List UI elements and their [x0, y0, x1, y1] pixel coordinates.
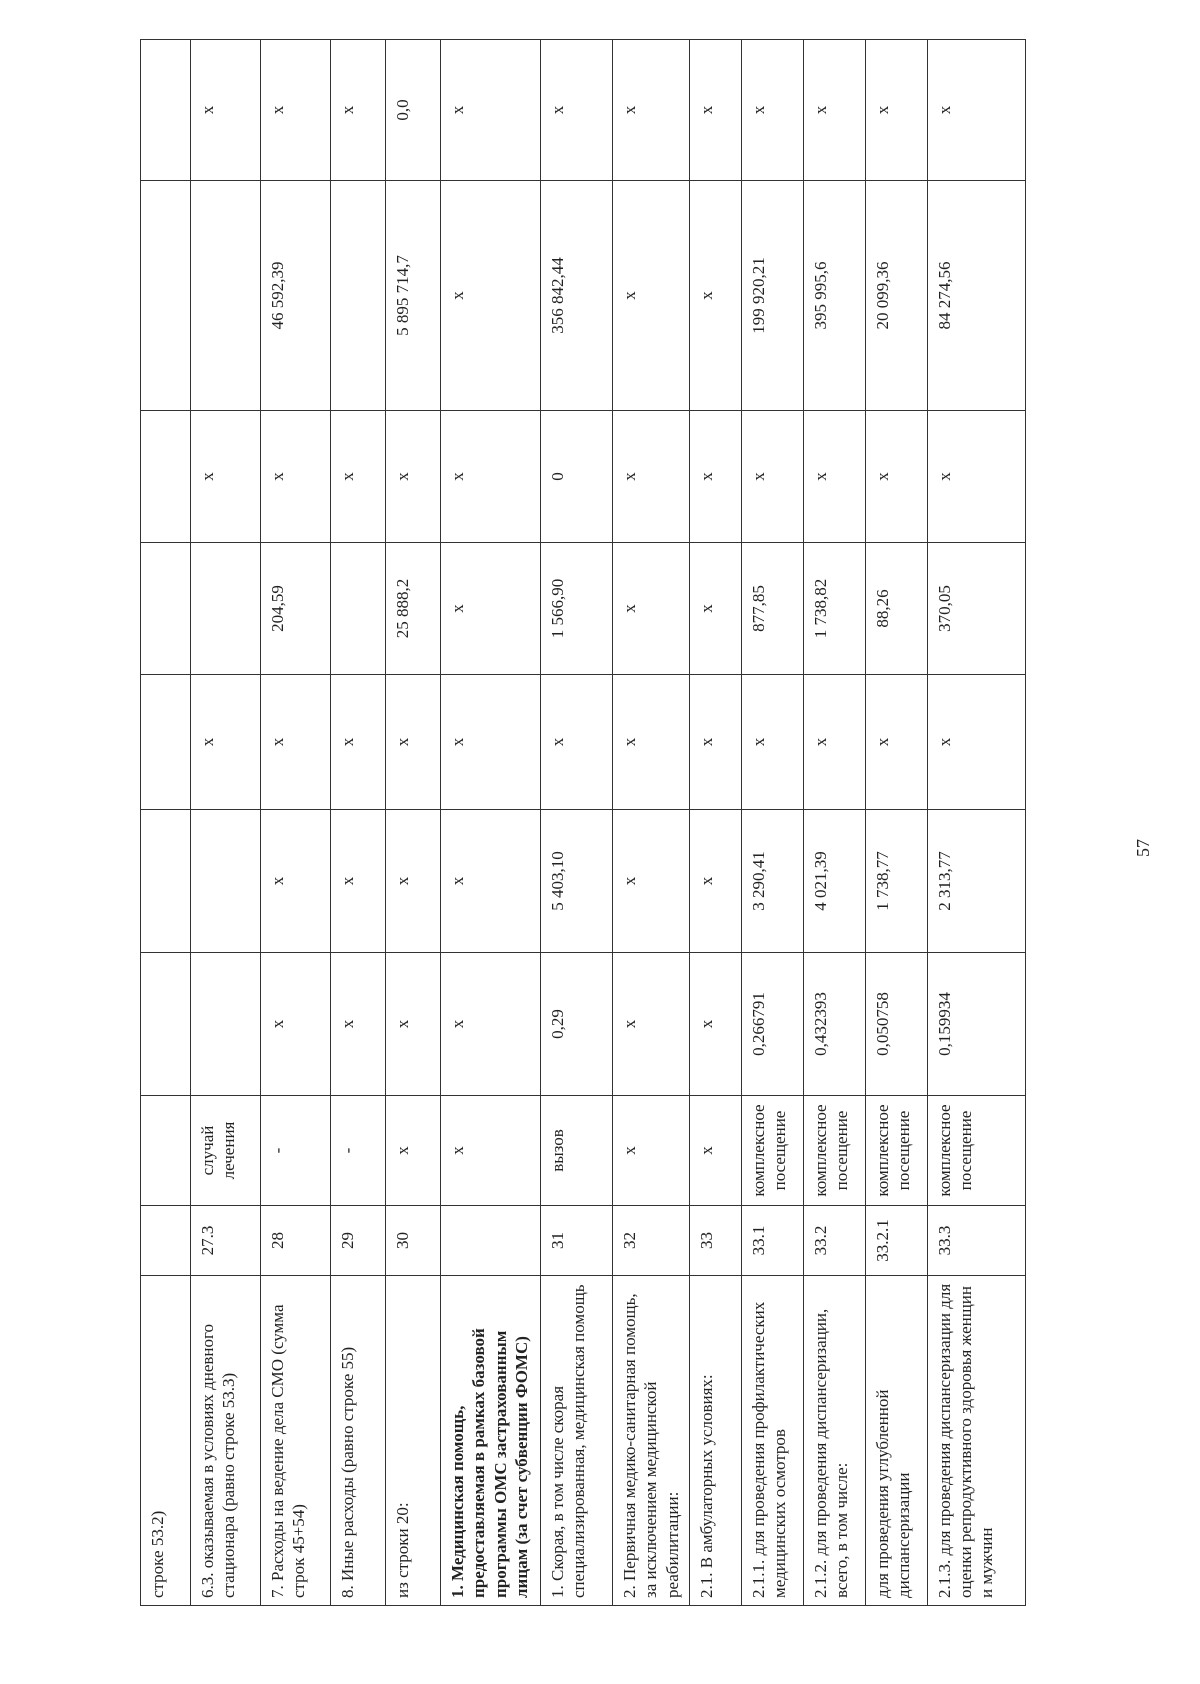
row-col9: 46 592,39	[261, 181, 331, 411]
row-line-number: 32	[613, 1206, 690, 1276]
row-col7: 88,26	[865, 543, 927, 675]
row-col8: х	[613, 411, 690, 543]
row-volume: 0,159934	[927, 953, 1025, 1096]
row-col7: 25 888,2	[386, 543, 441, 675]
row-volume: 0,432393	[803, 953, 865, 1096]
row-cost-per-unit: х	[441, 810, 541, 953]
row-line-number: 33.2	[803, 1206, 865, 1276]
row-name: 2.1. В амбулаторных условиях:	[689, 1276, 741, 1606]
row-col7: 370,05	[927, 543, 1025, 675]
row-volume	[141, 953, 191, 1096]
row-col9: 199 920,21	[741, 181, 803, 411]
row-col6: х	[741, 675, 803, 810]
row-col6: х	[191, 675, 261, 810]
row-name: из строки 20:	[386, 1276, 441, 1606]
table-row	[741, 40, 803, 1606]
row-line-number	[141, 1206, 191, 1276]
row-cost-per-unit: 5 403,10	[541, 810, 613, 953]
row-unit: х	[441, 1096, 541, 1206]
row-col9: 395 995,6	[803, 181, 865, 411]
row-name: 2.1.3. для проведения диспансеризации для оценки репродуктивного здоровья женщин и мужчин	[927, 1276, 1025, 1606]
row-unit: -	[331, 1096, 386, 1206]
row-col8: 0	[541, 411, 613, 543]
row-col9: 5 895 714,7	[386, 181, 441, 411]
table-row	[927, 40, 1025, 1606]
row-col10: х	[927, 40, 1025, 181]
row-col8: х	[386, 411, 441, 543]
row-cost-per-unit: 4 021,39	[803, 810, 865, 953]
row-col6: х	[865, 675, 927, 810]
row-cost-per-unit: х	[261, 810, 331, 953]
table-row	[613, 40, 690, 1606]
row-col10: х	[613, 40, 690, 181]
financing-table	[140, 39, 1026, 1606]
row-col7: х	[441, 543, 541, 675]
row-col10: х	[541, 40, 613, 181]
row-col7: 877,85	[741, 543, 803, 675]
table-row	[331, 40, 386, 1606]
table-row	[803, 40, 865, 1606]
row-line-number: 27.3	[191, 1206, 261, 1276]
page-number: 57	[1133, 839, 1153, 857]
row-volume: 0,29	[541, 953, 613, 1096]
row-cost-per-unit: 2 313,77	[927, 810, 1025, 953]
row-col10: х	[741, 40, 803, 181]
row-col10: х	[331, 40, 386, 181]
row-name: для проведения углубленной диспансеризации	[865, 1276, 927, 1606]
row-col7: 1 566,90	[541, 543, 613, 675]
row-col10: х	[441, 40, 541, 181]
row-name: 1. Скорая, в том числе скорая специализированная, медицинская помощь	[541, 1276, 613, 1606]
table-row	[141, 40, 191, 1606]
row-line-number: 28	[261, 1206, 331, 1276]
row-cost-per-unit: 1 738,77	[865, 810, 927, 953]
row-line-number: 33.1	[741, 1206, 803, 1276]
row-cost-per-unit	[191, 810, 261, 953]
row-col8: х	[191, 411, 261, 543]
table-row	[191, 40, 261, 1606]
row-line-number: 33	[689, 1206, 741, 1276]
row-volume: х	[331, 953, 386, 1096]
row-col10: х	[803, 40, 865, 181]
row-col9: х	[613, 181, 690, 411]
row-col9: 84 274,56	[927, 181, 1025, 411]
row-cost-per-unit: х	[331, 810, 386, 953]
row-volume	[191, 953, 261, 1096]
table-row	[541, 40, 613, 1606]
row-col8: х	[689, 411, 741, 543]
row-col6	[141, 675, 191, 810]
row-line-number: 33.2.1	[865, 1206, 927, 1276]
row-col10	[141, 40, 191, 181]
row-name: 1. Медицинская помощь, предоставляемая в рамках базовой программы ОМС застрахованным лицам (за счет субвенции ФОМС)	[441, 1276, 541, 1606]
row-unit: комплексное посещение	[741, 1096, 803, 1206]
row-col6: х	[261, 675, 331, 810]
rotated-table-container	[140, 40, 1065, 1606]
row-line-number	[441, 1206, 541, 1276]
table-row	[386, 40, 441, 1606]
row-name: 8. Иные расходы (равно строке 55)	[331, 1276, 386, 1606]
row-volume: х	[441, 953, 541, 1096]
row-col6: х	[803, 675, 865, 810]
row-col7: х	[689, 543, 741, 675]
row-unit: х	[689, 1096, 741, 1206]
row-unit: комплексное посещение	[803, 1096, 865, 1206]
row-col7	[191, 543, 261, 675]
row-col6: х	[441, 675, 541, 810]
row-col10: х	[261, 40, 331, 181]
row-col10: х	[191, 40, 261, 181]
row-col6: х	[386, 675, 441, 810]
row-unit: комплексное посещение	[927, 1096, 1025, 1206]
row-col7: 1 738,82	[803, 543, 865, 675]
table-row	[865, 40, 927, 1606]
row-col10: х	[865, 40, 927, 181]
row-col8: х	[261, 411, 331, 543]
row-cost-per-unit: 3 290,41	[741, 810, 803, 953]
row-col9	[191, 181, 261, 411]
row-col6: х	[541, 675, 613, 810]
row-col8	[141, 411, 191, 543]
row-line-number: 29	[331, 1206, 386, 1276]
row-col7: 204,59	[261, 543, 331, 675]
row-unit: комплексное посещение	[865, 1096, 927, 1206]
table-row	[441, 40, 541, 1606]
row-col9: х	[689, 181, 741, 411]
table-row	[261, 40, 331, 1606]
row-col8: х	[803, 411, 865, 543]
row-col6: х	[331, 675, 386, 810]
row-col10: 0,0	[386, 40, 441, 181]
row-unit	[141, 1096, 191, 1206]
row-volume: х	[386, 953, 441, 1096]
row-col10: х	[689, 40, 741, 181]
row-line-number: 30	[386, 1206, 441, 1276]
row-unit: вызов	[541, 1096, 613, 1206]
row-cost-per-unit: х	[386, 810, 441, 953]
row-col8: х	[927, 411, 1025, 543]
row-unit: -	[261, 1096, 331, 1206]
row-col7	[141, 543, 191, 675]
table-row	[689, 40, 741, 1606]
row-col8: х	[741, 411, 803, 543]
row-col9: х	[441, 181, 541, 411]
row-col6: х	[927, 675, 1025, 810]
row-cost-per-unit	[141, 810, 191, 953]
row-col9	[331, 181, 386, 411]
row-unit: х	[386, 1096, 441, 1206]
row-line-number: 31	[541, 1206, 613, 1276]
row-col7: х	[613, 543, 690, 675]
row-name: 2. Первичная медико-санитарная помощь, за исключением медицинской реабилитации:	[613, 1276, 690, 1606]
row-name: строке 53.2)	[141, 1276, 191, 1606]
row-volume: х	[689, 953, 741, 1096]
row-col9	[141, 181, 191, 411]
row-unit: случай лечения	[191, 1096, 261, 1206]
row-col6: х	[689, 675, 741, 810]
row-unit: х	[613, 1096, 690, 1206]
row-line-number: 33.3	[927, 1206, 1025, 1276]
row-cost-per-unit: х	[689, 810, 741, 953]
row-name: 2.1.2. для проведения диспансеризации, всего, в том числе:	[803, 1276, 865, 1606]
row-col8: х	[441, 411, 541, 543]
row-col9: 356 842,44	[541, 181, 613, 411]
row-name: 2.1.1. для проведения профилактических медицинских осмотров	[741, 1276, 803, 1606]
row-volume: 0,050758	[865, 953, 927, 1096]
row-col9: 20 099,36	[865, 181, 927, 411]
row-name: 6.3. оказываемая в условиях дневного стационара (равно строке 53.3)	[191, 1276, 261, 1606]
row-volume: 0,266791	[741, 953, 803, 1096]
row-cost-per-unit: х	[613, 810, 690, 953]
row-col7	[331, 543, 386, 675]
row-volume: х	[613, 953, 690, 1096]
row-col6: х	[613, 675, 690, 810]
row-volume: х	[261, 953, 331, 1096]
row-name: 7. Расходы на ведение дела СМО (сумма строк 45+54)	[261, 1276, 331, 1606]
row-col8: х	[331, 411, 386, 543]
row-col8: х	[865, 411, 927, 543]
